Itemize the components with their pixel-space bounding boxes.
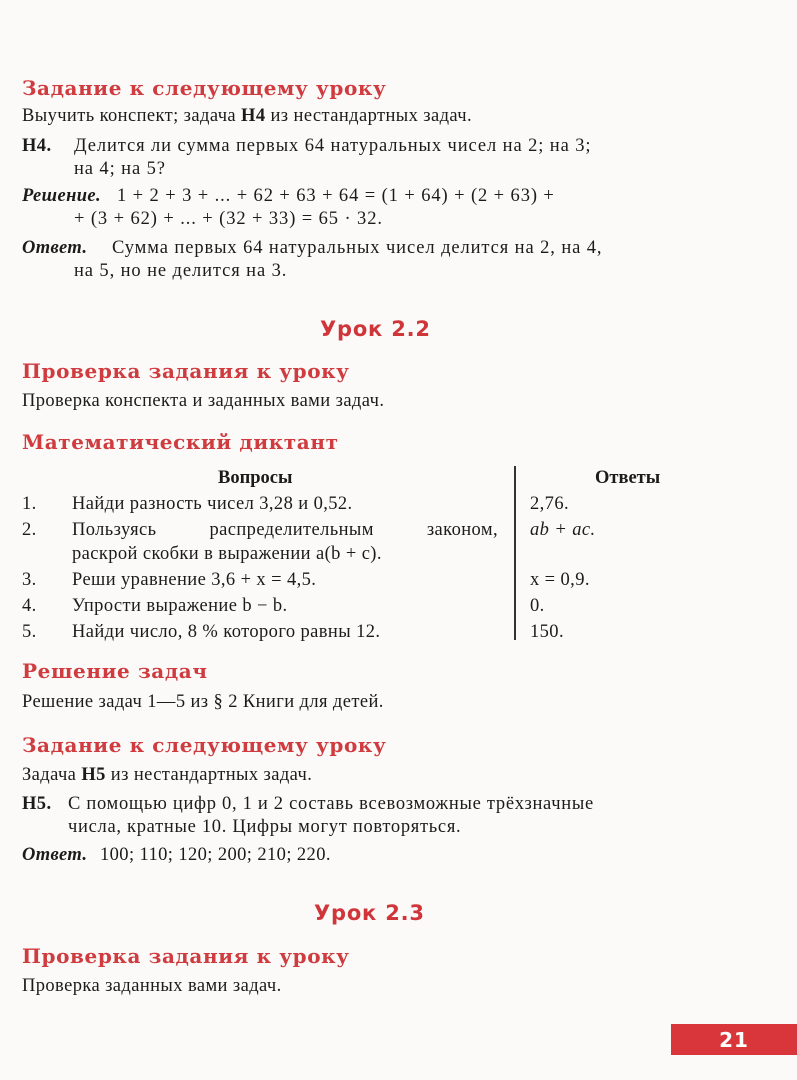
answer-label: Ответ. bbox=[22, 238, 88, 258]
check-text: Проверка конспекта и заданных вами задач. bbox=[22, 391, 385, 411]
check-heading: Проверка задания к уроку bbox=[22, 359, 350, 383]
row-answer: x = 0,9. bbox=[530, 570, 590, 590]
row-question: Найди число, 8 % которого равны 12. bbox=[72, 622, 381, 642]
solution-line-2: + (3 + 62) + ... + (32 + 33) = 65 · 32. bbox=[74, 209, 383, 229]
assignment-problem-ref: Н4 bbox=[241, 106, 266, 126]
problem-line-1: Делится ли сумма первых 64 натуральных чисел на 2; на 3; bbox=[74, 136, 592, 156]
row-number: 1. bbox=[22, 494, 37, 514]
assignment-pre: Задача bbox=[22, 765, 82, 785]
solve-text: Решение задач 1—5 из § 2 Книги для детей. bbox=[22, 692, 384, 712]
problem-2-line-2: числа, кратные 10. Цифры могут повторяться. bbox=[68, 817, 462, 837]
answer-line-1: Сумма первых 64 натуральных чисел делится на 2, на 4, bbox=[112, 238, 603, 258]
next-lesson-heading: Задание к следующему уроку bbox=[22, 76, 387, 100]
problem-line-2: на 4; на 5? bbox=[74, 159, 166, 179]
next-lesson-heading-2: Задание к следующему уроку bbox=[22, 733, 387, 757]
assignment-text bbox=[22, 106, 472, 127]
table-divider bbox=[514, 466, 516, 640]
row-number: 3. bbox=[22, 570, 37, 590]
dictation-heading: Математический диктант bbox=[22, 430, 339, 454]
row-question: Реши уравнение 3,6 + x = 4,5. bbox=[72, 570, 317, 590]
row-number: 2. bbox=[22, 520, 37, 540]
row-question: Пользуясь распределительным законом, bbox=[72, 520, 498, 540]
problem-2-line-1: С помощью цифр 0, 1 и 2 составь всевозможные трёхзначные bbox=[68, 794, 594, 814]
page-number: 21 bbox=[671, 1024, 797, 1055]
answer-text-2: 100; 110; 120; 200; 210; 220. bbox=[100, 845, 331, 865]
assignment-post: из нестандартных задач. bbox=[265, 106, 472, 126]
assignment-post: из нестандартных задач. bbox=[105, 765, 313, 785]
assignment-problem-ref: Н5 bbox=[81, 765, 106, 785]
problem-label: Н4. bbox=[22, 136, 52, 156]
row-answer: ab + ac. bbox=[530, 520, 596, 540]
row-question: Найди разность чисел 3,28 и 0,52. bbox=[72, 494, 353, 514]
answer-label-2: Ответ. bbox=[22, 845, 88, 865]
assignment-pre: Выучить конспект; задача bbox=[22, 106, 242, 126]
solve-heading: Решение задач bbox=[22, 659, 208, 683]
questions-column-header: Вопросы bbox=[218, 468, 293, 488]
row-answer: 2,76. bbox=[530, 494, 569, 514]
lesson-2-3-title: Урок 2.3 bbox=[314, 901, 425, 925]
row-answer: 0. bbox=[530, 596, 545, 616]
row-answer: 150. bbox=[530, 622, 564, 642]
row-number: 4. bbox=[22, 596, 37, 616]
solution-line-1: 1 + 2 + 3 + ... + 62 + 63 + 64 = (1 + 64) + (2 + 63) + bbox=[117, 186, 555, 206]
lesson-2-2-title: Урок 2.2 bbox=[320, 317, 431, 341]
answers-column-header: Ответы bbox=[595, 468, 661, 488]
solution-label: Решение. bbox=[22, 186, 102, 206]
answer-line-2: на 5, но не делится на 3. bbox=[74, 261, 288, 281]
problem-label-2: Н5. bbox=[22, 794, 52, 814]
check-heading-2: Проверка задания к уроку bbox=[22, 944, 350, 968]
check-text-2: Проверка заданных вами задач. bbox=[22, 976, 282, 996]
assignment-text-2 bbox=[22, 765, 312, 786]
row-question: Упрости выражение b − b. bbox=[72, 596, 288, 616]
row-number: 5. bbox=[22, 622, 37, 642]
row-question-line-2: раскрой скобки в выражении a(b + c). bbox=[72, 544, 382, 564]
